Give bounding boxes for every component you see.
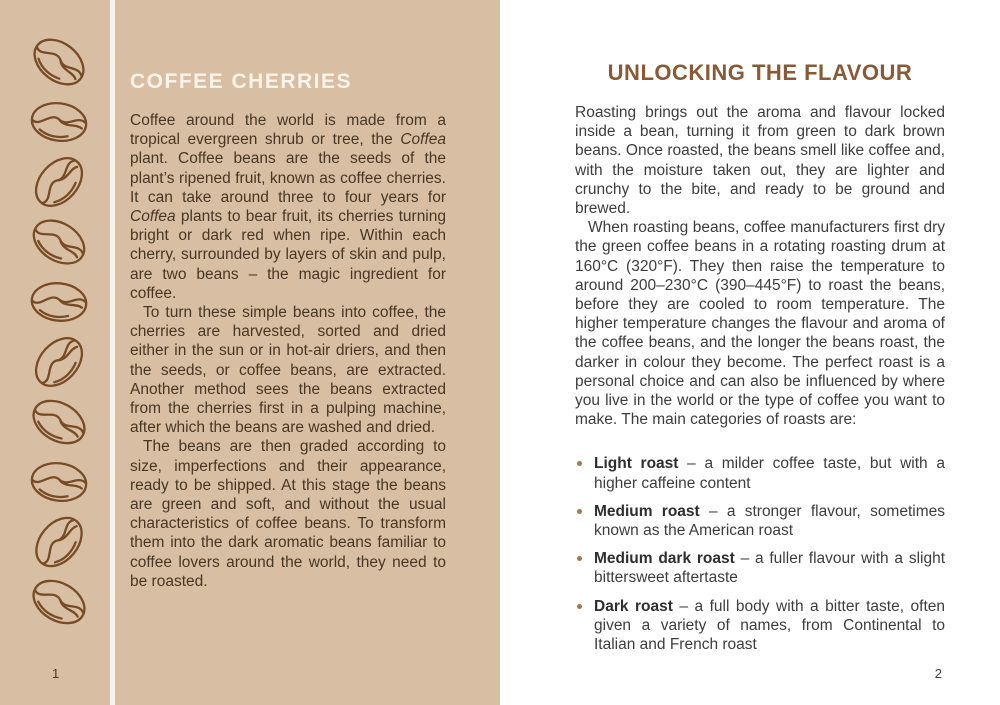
list-item-light-roast: [575, 454, 945, 492]
body-paragraph: Roasting brings out the aroma and flavour locked inside a bean, turning it from green to dark brown beans. Once roasted, the beans smell like coffee and, with the moisture taken out, they are lighter and crunchy to the bite, and ready to be ground and brewed.: [575, 104, 945, 218]
list-item-medium-dark-roast: [575, 549, 945, 587]
coffee-bean-icon: [19, 386, 98, 457]
left-page-content: [130, 70, 446, 591]
section-heading-coffee-cherries: COFFEE CHERRIES: [130, 70, 353, 93]
right-body-text: [575, 103, 945, 429]
page-number: 2: [934, 666, 942, 681]
bullet-dot-icon: [577, 461, 582, 466]
left-body-text: [130, 111, 446, 591]
coffee-bean-icon: [23, 456, 94, 509]
coffee-bean-icon: [19, 566, 98, 637]
roast-description: – a stronger flavour, sometimes known as the American roast: [594, 502, 946, 540]
roast-term: Light roast: [594, 455, 679, 473]
right-page-content: [575, 60, 945, 663]
roast-description: – a fuller flavour with a slight bittersweet aftertaste: [594, 550, 946, 587]
coffee-bean-icon: [24, 277, 94, 328]
vertical-divider-line: [110, 0, 115, 705]
roast-description: – a milder coffee taste, but with a higher caffeine content: [594, 455, 945, 492]
coffee-bean-decoration-column: [26, 40, 96, 624]
list-item-medium-roast: [575, 502, 945, 540]
body-paragraph: [130, 111, 446, 303]
roast-description: – a full body with a bitter taste, often given a variety of names, from Continental to Italian and French roast: [594, 597, 945, 654]
roast-term: Medium dark roast: [594, 550, 735, 568]
list-item-dark-roast: [575, 597, 945, 655]
roast-term: Medium roast: [594, 502, 700, 520]
coffee-bean-icon: [23, 96, 94, 149]
roast-term: Dark roast: [594, 597, 673, 615]
body-paragraph: To turn these simple beans into coffee, the cherries are harvested, sorted and dried either in the sun or in hot-air driers, and then the seeds, or coffee beans, are extracted. Another method sees the beans extracted from the cherries first in a pulping machine, after which the beans are washed and dried.: [130, 304, 446, 437]
body-paragraph: When roasting beans, coffee manufacturers first dry the green coffee beans in a rotating roasting drum at 160°C (320°F). They then raise the temperature to around 200–230°C (390–445°F) to roast the beans, before they are cooled to room temperature. The higher temperature changes the flavour and aroma of the coffee beans, and the longer the beans roast, the darker in colour they become. The perfect roast is a personal choice and can also be influenced by where you live in the world or the type of coffee you want to make. The main categories of roasts are:: [575, 219, 945, 429]
section-heading-unlocking-the-flavour: UNLOCKING THE FLAVOUR: [607, 60, 913, 85]
bullet-dot-icon: [577, 556, 582, 561]
bullet-dot-icon: [577, 509, 582, 514]
coffee-bean-icon: [21, 323, 98, 401]
right-page: [500, 0, 1000, 705]
paragraph-text-segment: Coffee around the world is made from a tropical evergreen shrub or tree, the: [130, 112, 446, 149]
italic-species-name: Coffea: [400, 131, 446, 149]
coffee-bean-icon: [19, 24, 98, 99]
italic-species-name: Coffea: [130, 208, 176, 226]
page-number: 1: [52, 666, 60, 681]
body-paragraph: The beans are then graded according to size, imperfections and their appearance, ready to be shipped. At this stage the beans are green and soft, and without the usual characteristics of coffee beans. To transform them into the dark aromatic beans familiar to coffee lovers around the world, they need to be roasted.: [130, 438, 446, 590]
paragraph-text-segment: plant. Coffee beans are the seeds of the plant’s ripened fruit, known as coffee cherries. It can take around three to four years for: [130, 150, 446, 206]
roast-types-bullet-list: [575, 454, 945, 654]
coffee-bean-icon: [19, 206, 98, 278]
paragraph-text-segment: plants to bear fruit, its cherries turning bright or dark red when ripe. Within each cherry, surrounded by layers of skin and pulp, are two beans – the magic ingredient for coffee.: [130, 208, 446, 302]
coffee-bean-icon: [21, 503, 97, 582]
coffee-bean-icon: [21, 143, 98, 221]
bullet-dot-icon: [577, 604, 582, 609]
